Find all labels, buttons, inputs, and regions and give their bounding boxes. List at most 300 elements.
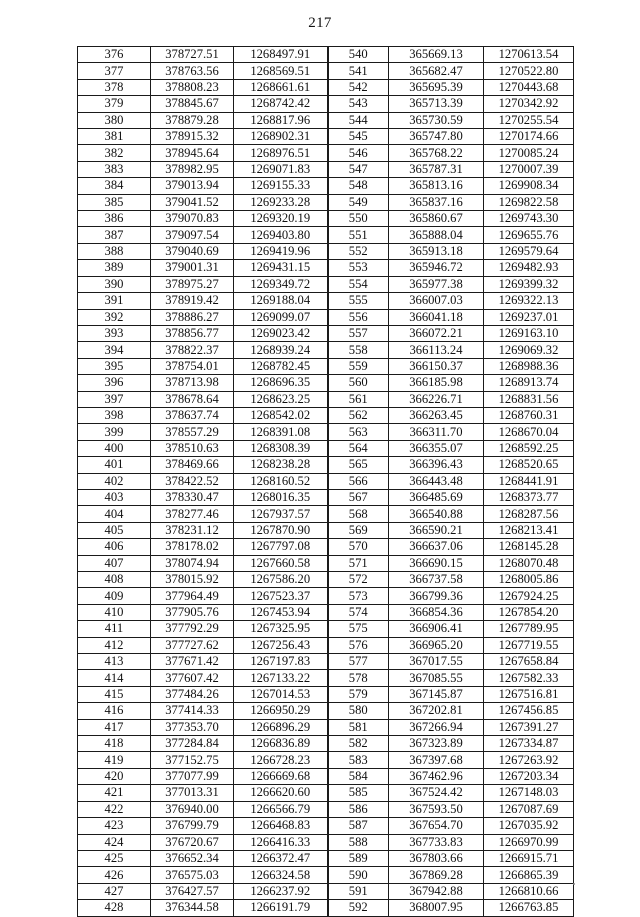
x-coordinate-cell: 366226.71 [389, 391, 484, 407]
y-coordinate-cell: 1266372.47 [234, 850, 328, 866]
table-row [78, 227, 574, 243]
y-coordinate-cell: 1266191.79 [234, 900, 328, 916]
table-row [78, 129, 574, 145]
x-coordinate-cell: 378678.64 [151, 391, 234, 407]
point-number-cell: 556 [328, 309, 389, 325]
point-number-cell: 421 [78, 785, 151, 801]
y-coordinate-cell: 1269482.93 [484, 260, 574, 276]
point-number-cell: 577 [328, 654, 389, 670]
point-number-cell: 397 [78, 391, 151, 407]
y-coordinate-cell: 1268670.04 [484, 424, 574, 440]
y-coordinate-cell: 1267870.90 [234, 522, 328, 538]
x-coordinate-cell: 378231.12 [151, 522, 234, 538]
table-row [78, 555, 574, 571]
x-coordinate-cell: 379070.83 [151, 211, 234, 227]
x-coordinate-cell: 365682.47 [389, 63, 484, 79]
y-coordinate-cell: 1266566.79 [234, 801, 328, 817]
x-coordinate-cell: 379041.52 [151, 194, 234, 210]
table-row [78, 309, 574, 325]
y-coordinate-cell: 1270342.92 [484, 96, 574, 112]
point-number-cell: 387 [78, 227, 151, 243]
table-row [78, 96, 574, 112]
point-number-cell: 418 [78, 736, 151, 752]
point-number-cell: 560 [328, 375, 389, 391]
x-coordinate-cell: 366485.69 [389, 489, 484, 505]
point-number-cell: 423 [78, 818, 151, 834]
y-coordinate-cell: 1266836.89 [234, 736, 328, 752]
y-coordinate-cell: 1267456.85 [484, 703, 574, 719]
table-row [78, 112, 574, 128]
table-row [78, 342, 574, 358]
point-number-cell: 415 [78, 686, 151, 702]
x-coordinate-cell: 367017.55 [389, 654, 484, 670]
x-coordinate-cell: 378919.42 [151, 293, 234, 309]
y-coordinate-cell: 1268976.51 [234, 145, 328, 161]
x-coordinate-cell: 366965.20 [389, 637, 484, 653]
x-coordinate-cell: 378422.52 [151, 473, 234, 489]
point-number-cell: 554 [328, 276, 389, 292]
point-number-cell: 566 [328, 473, 389, 489]
x-coordinate-cell: 368007.95 [389, 900, 484, 916]
point-number-cell: 401 [78, 457, 151, 473]
point-number-cell: 419 [78, 752, 151, 768]
y-coordinate-cell: 1267453.94 [234, 604, 328, 620]
point-number-cell: 555 [328, 293, 389, 309]
point-number-cell: 403 [78, 489, 151, 505]
x-coordinate-cell: 366355.07 [389, 440, 484, 456]
point-number-cell: 426 [78, 867, 151, 883]
table-row [78, 850, 574, 866]
y-coordinate-cell: 1267719.55 [484, 637, 574, 653]
coordinates-table [77, 46, 574, 917]
x-coordinate-cell: 366443.48 [389, 473, 484, 489]
y-coordinate-cell: 1268373.77 [484, 489, 574, 505]
y-coordinate-cell: 1270613.54 [484, 47, 574, 63]
point-number-cell: 573 [328, 588, 389, 604]
point-number-cell: 592 [328, 900, 389, 916]
x-coordinate-cell: 365860.67 [389, 211, 484, 227]
y-coordinate-cell: 1269349.72 [234, 276, 328, 292]
y-coordinate-cell: 1267586.20 [234, 572, 328, 588]
table-row [78, 834, 574, 850]
y-coordinate-cell: 1270174.66 [484, 129, 574, 145]
x-coordinate-cell: 378945.64 [151, 145, 234, 161]
x-coordinate-cell: 378982.95 [151, 161, 234, 177]
x-coordinate-cell: 365977.38 [389, 276, 484, 292]
table-row [78, 686, 574, 702]
y-coordinate-cell: 1266810.66 [484, 883, 574, 899]
table-row [78, 768, 574, 784]
point-number-cell: 406 [78, 539, 151, 555]
x-coordinate-cell: 378713.98 [151, 375, 234, 391]
point-number-cell: 590 [328, 867, 389, 883]
y-coordinate-cell: 1268391.08 [234, 424, 328, 440]
point-number-cell: 572 [328, 572, 389, 588]
point-number-cell: 552 [328, 243, 389, 259]
point-number-cell: 557 [328, 325, 389, 341]
x-coordinate-cell: 377353.70 [151, 719, 234, 735]
y-coordinate-cell: 1267014.53 [234, 686, 328, 702]
x-coordinate-cell: 365946.72 [389, 260, 484, 276]
point-number-cell: 579 [328, 686, 389, 702]
x-coordinate-cell: 367803.66 [389, 850, 484, 866]
point-number-cell: 410 [78, 604, 151, 620]
table-row [78, 243, 574, 259]
x-coordinate-cell: 378822.37 [151, 342, 234, 358]
x-coordinate-cell: 366311.70 [389, 424, 484, 440]
y-coordinate-cell: 1268902.31 [234, 129, 328, 145]
y-coordinate-cell: 1269188.04 [234, 293, 328, 309]
point-number-cell: 402 [78, 473, 151, 489]
y-coordinate-cell: 1267937.57 [234, 506, 328, 522]
x-coordinate-cell: 378845.67 [151, 96, 234, 112]
point-number-cell: 394 [78, 342, 151, 358]
y-coordinate-cell: 1267133.22 [234, 670, 328, 686]
table-row [78, 489, 574, 505]
table-row [78, 900, 574, 916]
point-number-cell: 545 [328, 129, 389, 145]
x-coordinate-cell: 365695.39 [389, 79, 484, 95]
y-coordinate-cell: 1268742.42 [234, 96, 328, 112]
point-number-cell: 425 [78, 850, 151, 866]
x-coordinate-cell: 376652.34 [151, 850, 234, 866]
point-number-cell: 570 [328, 539, 389, 555]
x-coordinate-cell: 367942.88 [389, 883, 484, 899]
point-number-cell: 569 [328, 522, 389, 538]
x-coordinate-cell: 378277.46 [151, 506, 234, 522]
x-coordinate-cell: 378808.23 [151, 79, 234, 95]
y-coordinate-cell: 1268831.56 [484, 391, 574, 407]
point-number-cell: 380 [78, 112, 151, 128]
y-coordinate-cell: 1268287.56 [484, 506, 574, 522]
x-coordinate-cell: 377152.75 [151, 752, 234, 768]
x-coordinate-cell: 377284.84 [151, 736, 234, 752]
table-row [78, 391, 574, 407]
point-number-cell: 398 [78, 407, 151, 423]
x-coordinate-cell: 379097.54 [151, 227, 234, 243]
x-coordinate-cell: 378510.63 [151, 440, 234, 456]
x-coordinate-cell: 378975.27 [151, 276, 234, 292]
table-row [78, 293, 574, 309]
point-number-cell: 588 [328, 834, 389, 850]
point-number-cell: 408 [78, 572, 151, 588]
x-coordinate-cell: 377792.29 [151, 621, 234, 637]
x-coordinate-cell: 378763.56 [151, 63, 234, 79]
y-coordinate-cell: 1269322.13 [484, 293, 574, 309]
point-number-cell: 553 [328, 260, 389, 276]
x-coordinate-cell: 377414.33 [151, 703, 234, 719]
x-coordinate-cell: 378886.27 [151, 309, 234, 325]
point-number-cell: 586 [328, 801, 389, 817]
point-number-cell: 575 [328, 621, 389, 637]
point-number-cell: 589 [328, 850, 389, 866]
y-coordinate-cell: 1269069.32 [484, 342, 574, 358]
x-coordinate-cell: 377607.42 [151, 670, 234, 686]
point-number-cell: 417 [78, 719, 151, 735]
point-number-cell: 391 [78, 293, 151, 309]
x-coordinate-cell: 365888.04 [389, 227, 484, 243]
table-row [78, 457, 574, 473]
table-row [78, 63, 574, 79]
table-row [78, 883, 574, 899]
x-coordinate-cell: 366113.24 [389, 342, 484, 358]
y-coordinate-cell: 1270255.54 [484, 112, 574, 128]
point-number-cell: 396 [78, 375, 151, 391]
x-coordinate-cell: 366737.58 [389, 572, 484, 588]
point-number-cell: 551 [328, 227, 389, 243]
point-number-cell: 542 [328, 79, 389, 95]
x-coordinate-cell: 376720.67 [151, 834, 234, 850]
y-coordinate-cell: 1266896.29 [234, 719, 328, 735]
y-coordinate-cell: 1270522.80 [484, 63, 574, 79]
table-row [78, 539, 574, 555]
point-number-cell: 379 [78, 96, 151, 112]
y-coordinate-cell: 1269155.33 [234, 178, 328, 194]
table-row [78, 670, 574, 686]
point-number-cell: 378 [78, 79, 151, 95]
y-coordinate-cell: 1269419.96 [234, 243, 328, 259]
table-row [78, 785, 574, 801]
x-coordinate-cell: 366072.21 [389, 325, 484, 341]
y-coordinate-cell: 1267263.92 [484, 752, 574, 768]
y-coordinate-cell: 1268441.91 [484, 473, 574, 489]
y-coordinate-cell: 1267391.27 [484, 719, 574, 735]
y-coordinate-cell: 1267325.95 [234, 621, 328, 637]
point-number-cell: 411 [78, 621, 151, 637]
point-number-cell: 558 [328, 342, 389, 358]
y-coordinate-cell: 1269163.10 [484, 325, 574, 341]
y-coordinate-cell: 1268070.48 [484, 555, 574, 571]
x-coordinate-cell: 366854.36 [389, 604, 484, 620]
table-row [78, 211, 574, 227]
point-number-cell: 389 [78, 260, 151, 276]
table-row [78, 260, 574, 276]
x-coordinate-cell: 378856.77 [151, 325, 234, 341]
y-coordinate-cell: 1268592.25 [484, 440, 574, 456]
point-number-cell: 548 [328, 178, 389, 194]
point-number-cell: 567 [328, 489, 389, 505]
x-coordinate-cell: 366690.15 [389, 555, 484, 571]
point-number-cell: 549 [328, 194, 389, 210]
point-number-cell: 543 [328, 96, 389, 112]
y-coordinate-cell: 1269822.58 [484, 194, 574, 210]
x-coordinate-cell: 367733.83 [389, 834, 484, 850]
point-number-cell: 583 [328, 752, 389, 768]
y-coordinate-cell: 1268542.02 [234, 407, 328, 423]
x-coordinate-cell: 366799.36 [389, 588, 484, 604]
x-coordinate-cell: 377013.31 [151, 785, 234, 801]
table-row [78, 145, 574, 161]
y-coordinate-cell: 1266620.60 [234, 785, 328, 801]
y-coordinate-cell: 1268520.65 [484, 457, 574, 473]
y-coordinate-cell: 1269655.76 [484, 227, 574, 243]
x-coordinate-cell: 376344.58 [151, 900, 234, 916]
y-coordinate-cell: 1267087.69 [484, 801, 574, 817]
table-row [78, 276, 574, 292]
x-coordinate-cell: 367323.89 [389, 736, 484, 752]
point-number-cell: 393 [78, 325, 151, 341]
point-number-cell: 565 [328, 457, 389, 473]
point-number-cell: 384 [78, 178, 151, 194]
x-coordinate-cell: 365913.18 [389, 243, 484, 259]
coordinates-table-body [78, 47, 574, 917]
y-coordinate-cell: 1268696.35 [234, 375, 328, 391]
point-number-cell: 414 [78, 670, 151, 686]
x-coordinate-cell: 365669.13 [389, 47, 484, 63]
table-row [78, 654, 574, 670]
y-coordinate-cell: 1267582.33 [484, 670, 574, 686]
y-coordinate-cell: 1268988.36 [484, 358, 574, 374]
x-coordinate-cell: 378557.29 [151, 424, 234, 440]
y-coordinate-cell: 1270007.39 [484, 161, 574, 177]
y-coordinate-cell: 1267924.25 [484, 588, 574, 604]
point-number-cell: 382 [78, 145, 151, 161]
x-coordinate-cell: 365813.16 [389, 178, 484, 194]
y-coordinate-cell: 1269023.42 [234, 325, 328, 341]
point-number-cell: 383 [78, 161, 151, 177]
y-coordinate-cell: 1266416.33 [234, 834, 328, 850]
point-number-cell: 563 [328, 424, 389, 440]
y-coordinate-cell: 1267660.58 [234, 555, 328, 571]
table-row [78, 79, 574, 95]
y-coordinate-cell: 1267789.95 [484, 621, 574, 637]
point-number-cell: 587 [328, 818, 389, 834]
table-row [78, 621, 574, 637]
point-number-cell: 405 [78, 522, 151, 538]
table-row [78, 358, 574, 374]
y-coordinate-cell: 1268913.74 [484, 375, 574, 391]
table-row [78, 424, 574, 440]
x-coordinate-cell: 366540.88 [389, 506, 484, 522]
point-number-cell: 584 [328, 768, 389, 784]
y-coordinate-cell: 1270085.24 [484, 145, 574, 161]
point-number-cell: 591 [328, 883, 389, 899]
x-coordinate-cell: 367085.55 [389, 670, 484, 686]
point-number-cell: 578 [328, 670, 389, 686]
x-coordinate-cell: 379001.31 [151, 260, 234, 276]
table-row [78, 522, 574, 538]
x-coordinate-cell: 376940.00 [151, 801, 234, 817]
point-number-cell: 412 [78, 637, 151, 653]
x-coordinate-cell: 377964.49 [151, 588, 234, 604]
point-number-cell: 540 [328, 47, 389, 63]
x-coordinate-cell: 379040.69 [151, 243, 234, 259]
table-row [78, 375, 574, 391]
y-coordinate-cell: 1269579.64 [484, 243, 574, 259]
y-coordinate-cell: 1268497.91 [234, 47, 328, 63]
x-coordinate-cell: 378637.74 [151, 407, 234, 423]
point-number-cell: 381 [78, 129, 151, 145]
point-number-cell: 404 [78, 506, 151, 522]
y-coordinate-cell: 1267854.20 [484, 604, 574, 620]
point-number-cell: 407 [78, 555, 151, 571]
y-coordinate-cell: 1267658.84 [484, 654, 574, 670]
point-number-cell: 377 [78, 63, 151, 79]
point-number-cell: 580 [328, 703, 389, 719]
x-coordinate-cell: 378754.01 [151, 358, 234, 374]
point-number-cell: 409 [78, 588, 151, 604]
y-coordinate-cell: 1268213.41 [484, 522, 574, 538]
table-row [78, 752, 574, 768]
x-coordinate-cell: 378879.28 [151, 112, 234, 128]
y-coordinate-cell: 1269233.28 [234, 194, 328, 210]
point-number-cell: 422 [78, 801, 151, 817]
x-coordinate-cell: 377484.26 [151, 686, 234, 702]
x-coordinate-cell: 365747.80 [389, 129, 484, 145]
table-row [78, 719, 574, 735]
y-coordinate-cell: 1268569.51 [234, 63, 328, 79]
x-coordinate-cell: 378074.94 [151, 555, 234, 571]
x-coordinate-cell: 376427.57 [151, 883, 234, 899]
point-number-cell: 416 [78, 703, 151, 719]
x-coordinate-cell: 367869.28 [389, 867, 484, 883]
y-coordinate-cell: 1266763.85 [484, 900, 574, 916]
y-coordinate-cell: 1267797.08 [234, 539, 328, 555]
y-coordinate-cell: 1269237.01 [484, 309, 574, 325]
y-coordinate-cell: 1267516.81 [484, 686, 574, 702]
point-number-cell: 399 [78, 424, 151, 440]
y-coordinate-cell: 1268238.28 [234, 457, 328, 473]
x-coordinate-cell: 366396.43 [389, 457, 484, 473]
table-row [78, 440, 574, 456]
x-coordinate-cell: 365787.31 [389, 161, 484, 177]
y-coordinate-cell: 1266237.92 [234, 883, 328, 899]
x-coordinate-cell: 365837.16 [389, 194, 484, 210]
y-coordinate-cell: 1268817.96 [234, 112, 328, 128]
x-coordinate-cell: 366906.41 [389, 621, 484, 637]
table-row [78, 604, 574, 620]
table-row [78, 572, 574, 588]
table-row [78, 736, 574, 752]
x-coordinate-cell: 367524.42 [389, 785, 484, 801]
x-coordinate-cell: 367145.87 [389, 686, 484, 702]
x-coordinate-cell: 365730.59 [389, 112, 484, 128]
point-number-cell: 541 [328, 63, 389, 79]
point-number-cell: 576 [328, 637, 389, 653]
y-coordinate-cell: 1267148.03 [484, 785, 574, 801]
y-coordinate-cell: 1266669.68 [234, 768, 328, 784]
x-coordinate-cell: 378178.02 [151, 539, 234, 555]
point-number-cell: 413 [78, 654, 151, 670]
table-row [78, 47, 574, 63]
table-row [78, 637, 574, 653]
x-coordinate-cell: 378330.47 [151, 489, 234, 505]
y-coordinate-cell: 1266970.99 [484, 834, 574, 850]
y-coordinate-cell: 1269403.80 [234, 227, 328, 243]
x-coordinate-cell: 366041.18 [389, 309, 484, 325]
x-coordinate-cell: 365768.22 [389, 145, 484, 161]
x-coordinate-cell: 377077.99 [151, 768, 234, 784]
point-number-cell: 582 [328, 736, 389, 752]
y-coordinate-cell: 1268005.86 [484, 572, 574, 588]
table-row [78, 178, 574, 194]
y-coordinate-cell: 1269431.15 [234, 260, 328, 276]
y-coordinate-cell: 1269908.34 [484, 178, 574, 194]
y-coordinate-cell: 1268623.25 [234, 391, 328, 407]
point-number-cell: 546 [328, 145, 389, 161]
y-coordinate-cell: 1269099.07 [234, 309, 328, 325]
table-row [78, 325, 574, 341]
y-coordinate-cell: 1266468.83 [234, 818, 328, 834]
x-coordinate-cell: 367397.68 [389, 752, 484, 768]
y-coordinate-cell: 1268760.31 [484, 407, 574, 423]
x-coordinate-cell: 366007.03 [389, 293, 484, 309]
y-coordinate-cell: 1268160.52 [234, 473, 328, 489]
y-coordinate-cell: 1267256.43 [234, 637, 328, 653]
x-coordinate-cell: 377727.62 [151, 637, 234, 653]
y-coordinate-cell: 1269320.19 [234, 211, 328, 227]
y-coordinate-cell: 1266950.29 [234, 703, 328, 719]
